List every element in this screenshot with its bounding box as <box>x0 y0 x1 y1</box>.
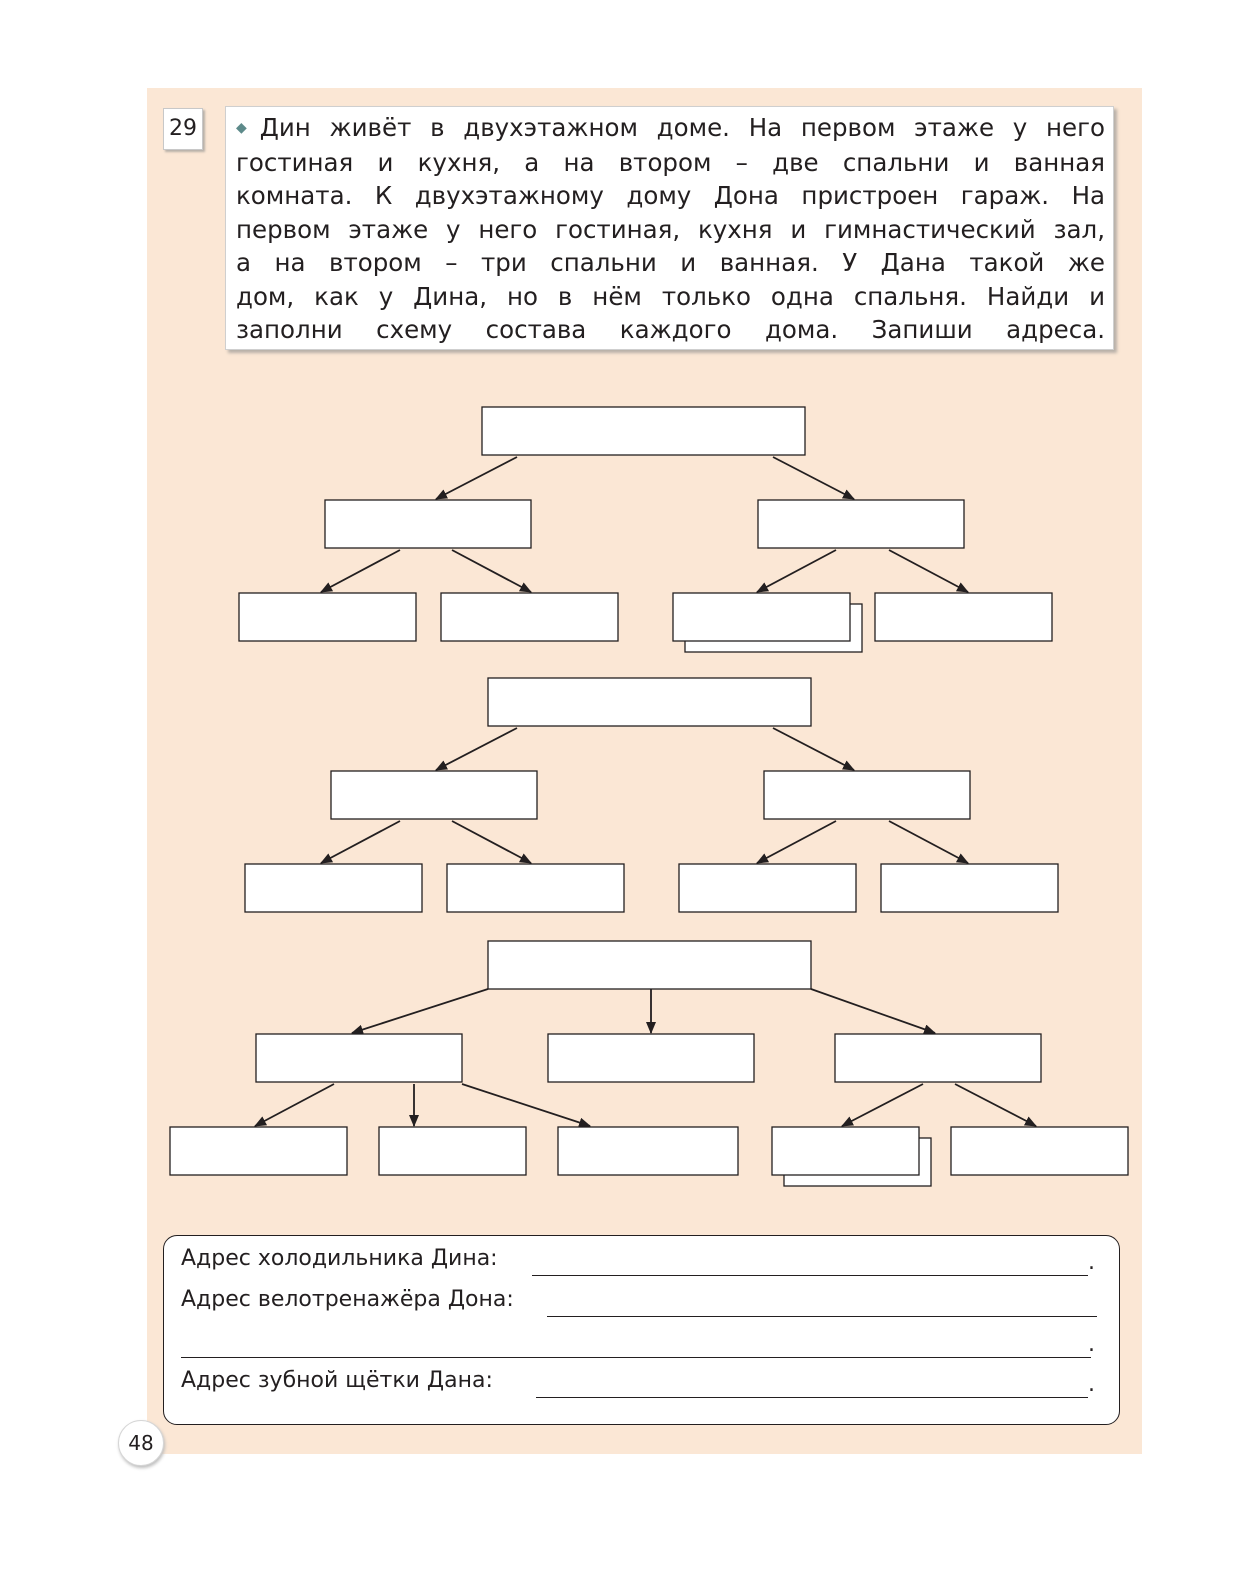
answer-cell-3-root[interactable] <box>488 941 811 989</box>
answer-cell-3-room-3[interactable] <box>558 1127 738 1175</box>
answer-cell-2-room-1[interactable] <box>245 864 422 912</box>
answer-cell-2-room-4[interactable] <box>881 864 1058 912</box>
task-line-1: ◆ Дин живёт в двухэтажном доме. На первом этаже у него <box>236 113 1105 142</box>
scheme-don-house <box>170 941 1128 1186</box>
task-number: 29 <box>163 108 203 150</box>
arrow <box>955 1084 1036 1126</box>
answer-cell-3-room-2[interactable] <box>379 1127 526 1175</box>
don-bike-answer-line[interactable] <box>547 1316 1097 1317</box>
answer-cell-1-room-4[interactable] <box>875 593 1052 641</box>
arrow <box>773 728 854 770</box>
arrow <box>452 821 531 863</box>
arrow <box>452 550 531 592</box>
task-line-7: заполни схему состава каждого дома. Запиши адреса. <box>236 315 1105 344</box>
arrow <box>811 989 935 1033</box>
answer-cell-3-floor-2[interactable] <box>835 1034 1041 1082</box>
answer-cell-2-room-3[interactable] <box>679 864 856 912</box>
end-mark: . <box>1088 1372 1095 1397</box>
task-line-2: гостиная и кухня, а на втором – две спальни и ванная <box>236 147 1105 177</box>
don-bike-answer-line-2[interactable] <box>181 1357 1091 1358</box>
arrow <box>889 550 968 592</box>
answer-cell-1-room-2[interactable] <box>441 593 618 641</box>
arrow <box>436 728 517 770</box>
task-line-4: первом этаже у него гостиная, кухня и гимнастический зал, <box>236 214 1105 244</box>
answer-cell-1-floor-2[interactable] <box>758 500 964 548</box>
answer-cell-3-room-4[interactable] <box>772 1127 919 1175</box>
answer-cell-3-room-5[interactable] <box>951 1127 1128 1175</box>
arrow <box>255 1084 334 1126</box>
addresses-box <box>163 1235 1120 1425</box>
scheme-dan-house <box>245 678 1058 912</box>
answer-cell-2-root[interactable] <box>488 678 811 726</box>
answer-cell-3-garage[interactable] <box>548 1034 754 1082</box>
arrow <box>757 821 836 863</box>
page-number: 48 <box>118 1420 164 1466</box>
arrow <box>436 457 517 499</box>
arrow <box>842 1084 923 1126</box>
arrow <box>321 550 400 592</box>
answer-cell-2-floor-1[interactable] <box>331 771 537 819</box>
task-line-3: комната. К двухэтажному дому Дона пристроен гараж. На <box>236 181 1105 210</box>
task-line-5: а на втором – три спальни и ванная. У Дана такой же <box>236 248 1105 277</box>
answer-cell-1-floor-1[interactable] <box>325 500 531 548</box>
scheme-din-house <box>239 407 1052 652</box>
arrow <box>462 1084 590 1126</box>
dan-toothbrush-label: Адрес зубной щётки Дана: <box>181 1368 493 1393</box>
arrow <box>352 989 488 1033</box>
answer-cell-2-floor-2[interactable] <box>764 771 970 819</box>
din-fridge-label: Адрес холодильника Дина: <box>181 1246 498 1271</box>
din-fridge-answer-line[interactable] <box>532 1275 1088 1276</box>
task-line-6: дом, как у Дина, но в нём только одна спальня. Найди и <box>236 281 1105 311</box>
diamond-bullet-icon: ◆ <box>236 120 254 136</box>
dan-toothbrush-answer-line[interactable] <box>536 1397 1088 1398</box>
answer-cell-3-room-1[interactable] <box>170 1127 347 1175</box>
end-mark: . <box>1088 1332 1095 1357</box>
answer-cell-1-root[interactable] <box>482 407 805 455</box>
arrow <box>757 550 836 592</box>
arrow <box>321 821 400 863</box>
arrow <box>889 821 968 863</box>
don-bike-label: Адрес велотренажёра Дона: <box>181 1287 514 1312</box>
arrow <box>773 457 854 499</box>
answer-cell-3-floor-1[interactable] <box>256 1034 462 1082</box>
answer-cell-1-room-1[interactable] <box>239 593 416 641</box>
answer-cell-1-room-3[interactable] <box>673 593 850 641</box>
end-mark: . <box>1088 1250 1095 1275</box>
answer-cell-2-room-2[interactable] <box>447 864 624 912</box>
